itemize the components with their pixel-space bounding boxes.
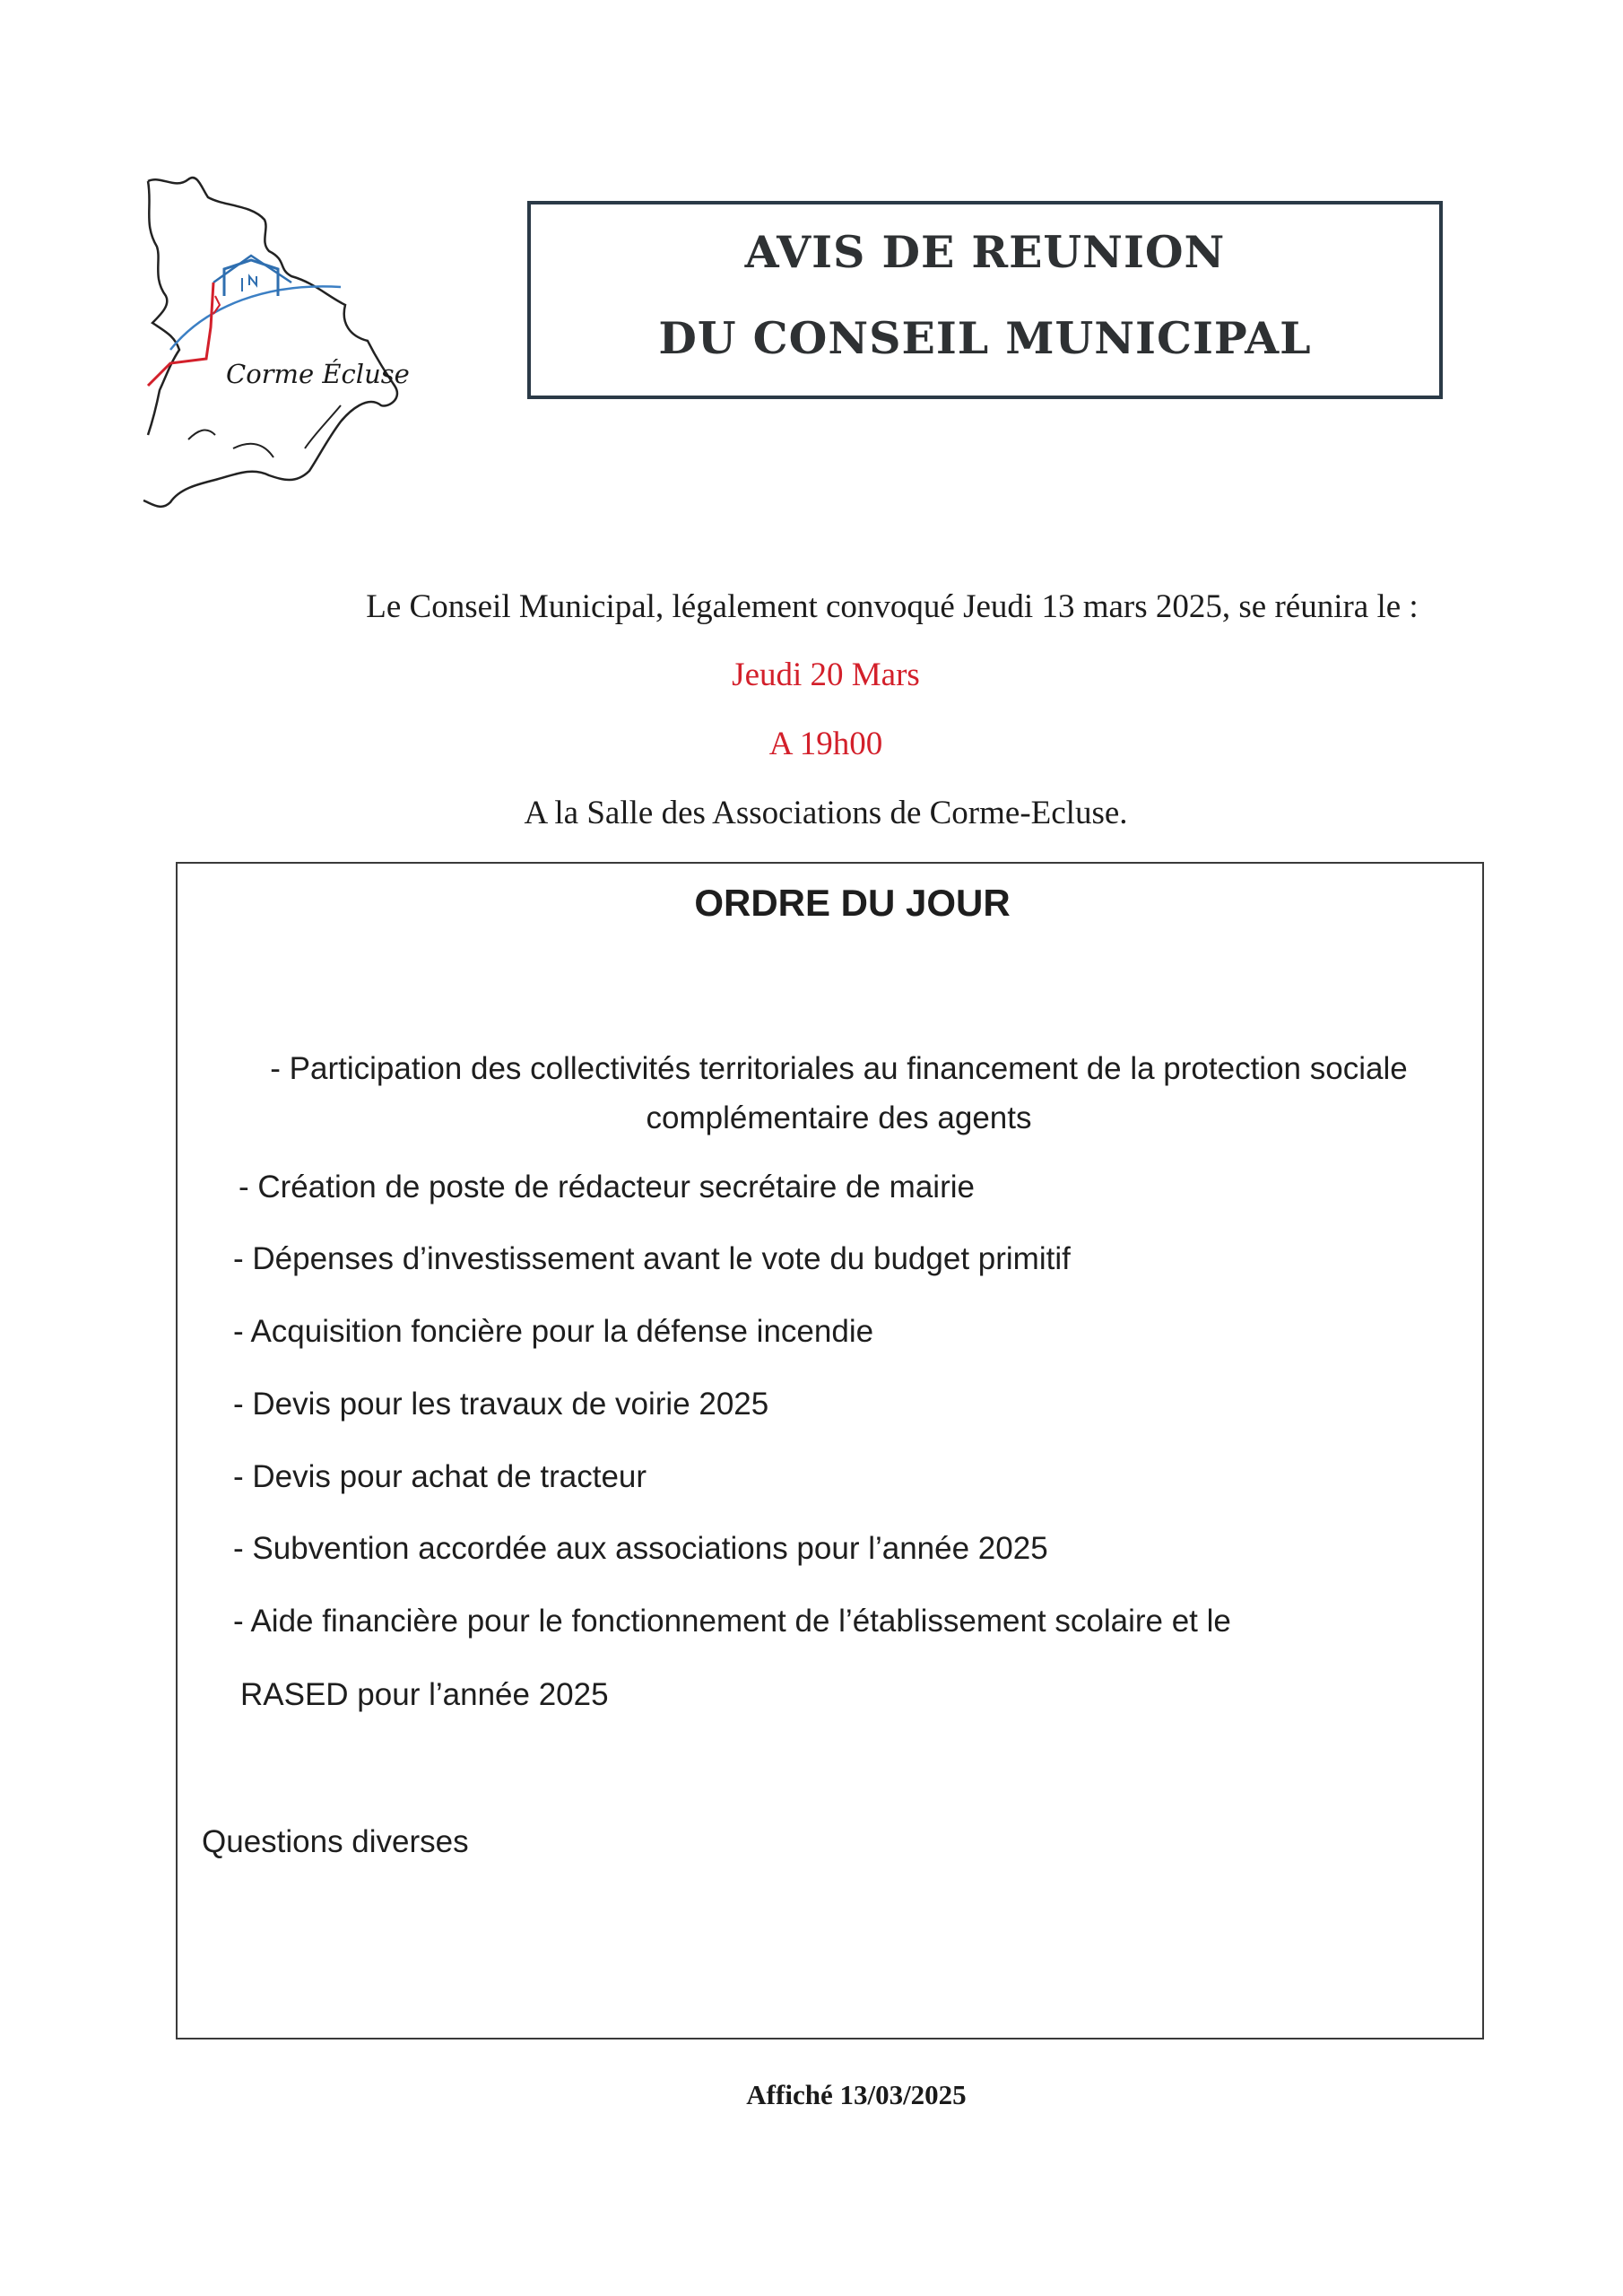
agenda-item: - Subvention accordée aux associations pour l’année 2025 [233,1531,1048,1566]
questions-diverses: Questions diverses [202,1824,469,1859]
agenda-item: RASED pour l’année 2025 [240,1677,609,1712]
meeting-intro: Le Conseil Municipal, légalement convoqué Jeudi 13 mars 2025, se réunira le : [366,588,1419,625]
agenda-item: - Devis pour les travaux de voirie 2025 [233,1387,769,1422]
corme-ecluse-logo [126,170,421,529]
meeting-date: Jeudi 20 Mars [732,657,920,693]
agenda-item: - Dépenses d’investissement avant le vote du budget primitif [233,1241,1071,1276]
logo-text: Corme Écluse [226,359,410,389]
agenda-item: - Devis pour achat de tracteur [233,1459,647,1494]
agenda-title: ORDRE DU JOUR [694,882,1011,924]
posted-date: Affiché 13/03/2025 [746,2079,967,2110]
map-outline-icon [126,170,421,529]
agenda-item: - Aide financière pour le fonctionnement de l’établissement scolaire et le [233,1604,1231,1639]
agenda-box [176,862,1484,2039]
title-line-1: AVIS DE REUNION [744,226,1226,278]
agenda-item: - Création de poste de rédacteur secrétaire de mairie [239,1170,975,1205]
agenda-item: - Acquisition foncière pour la défense incendie [233,1314,874,1349]
meeting-time: A 19h00 [768,726,883,762]
agenda-item: - Participation des collectivités territoriales au financement de la protection sociale complémentaire des agents [270,1051,1408,1135]
title-box [527,201,1443,399]
meeting-place: A la Salle des Associations de Corme-Ecluse. [524,795,1128,831]
title-line-2: DU CONSEIL MUNICIPAL [658,312,1312,364]
